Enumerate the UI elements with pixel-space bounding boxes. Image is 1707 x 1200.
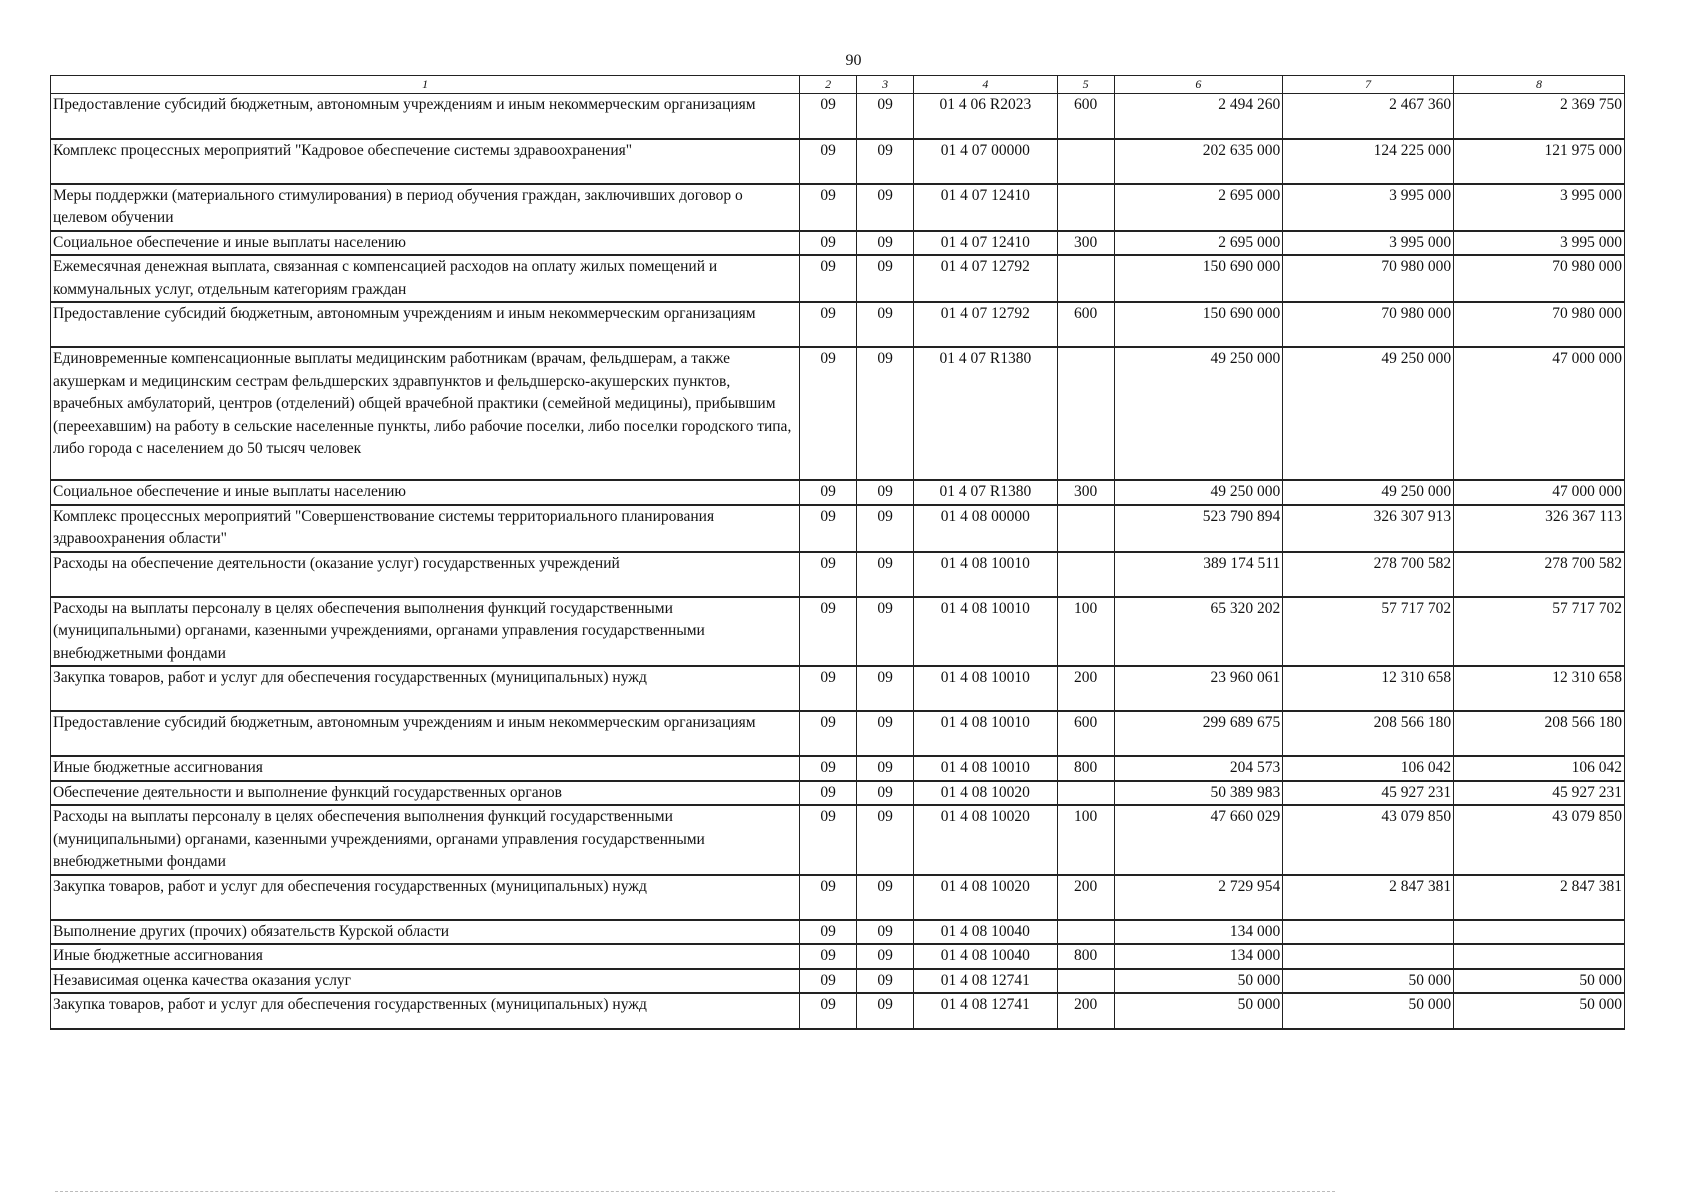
table-row (51, 480, 1625, 505)
row-expense-type (1057, 139, 1114, 184)
row-expense-type: 200 (1057, 875, 1114, 920)
table-row (51, 666, 1625, 711)
row-amount-year-3: 106 042 (1454, 756, 1625, 781)
table-row (51, 347, 1625, 480)
row-amount-year-1: 523 790 894 (1114, 505, 1283, 552)
row-amount-year-1: 299 689 675 (1114, 711, 1283, 756)
row-amount-year-1: 150 690 000 (1114, 302, 1283, 347)
row-section-code: 09 (800, 255, 857, 302)
row-subsection-code: 09 (857, 139, 914, 184)
table-row (51, 875, 1625, 920)
row-expense-type: 800 (1057, 944, 1114, 969)
row-expense-type (1057, 552, 1114, 597)
row-target-article: 01 4 08 10010 (914, 756, 1057, 781)
row-name: Комплекс процессных мероприятий "Совершенствование системы территориального планирования здравоохранения области" (51, 505, 800, 552)
row-section-code: 09 (800, 711, 857, 756)
row-name: Социальное обеспечение и иные выплаты населению (51, 480, 800, 505)
row-amount-year-2: 70 980 000 (1283, 255, 1454, 302)
row-target-article: 01 4 08 00000 (914, 505, 1057, 552)
row-amount-year-3: 47 000 000 (1454, 480, 1625, 505)
table-row (51, 993, 1625, 1029)
row-amount-year-1: 2 695 000 (1114, 231, 1283, 256)
row-name: Комплекс процессных мероприятий "Кадровое обеспечение системы здравоохранения" (51, 139, 800, 184)
row-target-article: 01 4 08 10010 (914, 666, 1057, 711)
page-number: 90 (845, 52, 862, 69)
row-amount-year-2: 50 000 (1283, 969, 1454, 994)
table-row (51, 781, 1625, 806)
row-amount-year-1: 134 000 (1114, 944, 1283, 969)
row-amount-year-2: 57 717 702 (1283, 597, 1454, 667)
row-subsection-code: 09 (857, 552, 914, 597)
row-target-article: 01 4 07 12410 (914, 184, 1057, 231)
row-expense-type (1057, 920, 1114, 945)
row-name: Обеспечение деятельности и выполнение функций государственных органов (51, 781, 800, 806)
row-name: Иные бюджетные ассигнования (51, 944, 800, 969)
row-amount-year-3: 12 310 658 (1454, 666, 1625, 711)
column-header: 5 (1057, 76, 1114, 94)
row-amount-year-2: 43 079 850 (1283, 805, 1454, 875)
row-expense-type (1057, 347, 1114, 480)
row-subsection-code: 09 (857, 993, 914, 1029)
row-expense-type: 800 (1057, 756, 1114, 781)
row-name: Ежемесячная денежная выплата, связанная с компенсацией расходов на оплату жилых помещений и коммунальных услуг, отдельным категориям граждан (51, 255, 800, 302)
row-name: Независимая оценка качества оказания услуг (51, 969, 800, 994)
row-amount-year-2: 12 310 658 (1283, 666, 1454, 711)
table-row (51, 255, 1625, 302)
row-target-article: 01 4 07 12792 (914, 255, 1057, 302)
row-amount-year-2: 326 307 913 (1283, 505, 1454, 552)
row-amount-year-1: 150 690 000 (1114, 255, 1283, 302)
row-amount-year-2: 70 980 000 (1283, 302, 1454, 347)
row-amount-year-3: 50 000 (1454, 993, 1625, 1029)
row-amount-year-2: 106 042 (1283, 756, 1454, 781)
row-name: Расходы на выплаты персоналу в целях обеспечения выполнения функций государственными (муниципальными) органами, казенными учреждениями, органами управления государственными внебюджетными фондами (51, 597, 800, 667)
table-row (51, 552, 1625, 597)
row-subsection-code: 09 (857, 480, 914, 505)
row-amount-year-2: 208 566 180 (1283, 711, 1454, 756)
row-subsection-code: 09 (857, 781, 914, 806)
row-amount-year-1: 2 494 260 (1114, 94, 1283, 139)
row-name: Предоставление субсидий бюджетным, автономным учреждениям и иным некоммерческим организациям (51, 94, 800, 139)
row-amount-year-3: 57 717 702 (1454, 597, 1625, 667)
row-target-article: 01 4 08 10020 (914, 805, 1057, 875)
row-amount-year-1: 50 389 983 (1114, 781, 1283, 806)
row-amount-year-2 (1283, 920, 1454, 945)
row-amount-year-1: 47 660 029 (1114, 805, 1283, 875)
row-amount-year-1: 2 729 954 (1114, 875, 1283, 920)
row-amount-year-3: 278 700 582 (1454, 552, 1625, 597)
table-row (51, 920, 1625, 945)
row-expense-type: 300 (1057, 231, 1114, 256)
row-section-code: 09 (800, 666, 857, 711)
column-header: 8 (1454, 76, 1625, 94)
row-subsection-code: 09 (857, 94, 914, 139)
row-target-article: 01 4 07 12410 (914, 231, 1057, 256)
row-subsection-code: 09 (857, 505, 914, 552)
row-expense-type (1057, 505, 1114, 552)
row-section-code: 09 (800, 781, 857, 806)
row-name: Социальное обеспечение и иные выплаты населению (51, 231, 800, 256)
row-amount-year-1: 204 573 (1114, 756, 1283, 781)
row-amount-year-1: 50 000 (1114, 969, 1283, 994)
row-target-article: 01 4 08 12741 (914, 993, 1057, 1029)
row-amount-year-2: 49 250 000 (1283, 480, 1454, 505)
row-amount-year-1: 389 174 511 (1114, 552, 1283, 597)
row-amount-year-3: 121 975 000 (1454, 139, 1625, 184)
row-expense-type (1057, 969, 1114, 994)
row-section-code: 09 (800, 756, 857, 781)
row-expense-type: 600 (1057, 711, 1114, 756)
table-row (51, 944, 1625, 969)
table-row (51, 969, 1625, 994)
column-number-row (51, 76, 1625, 94)
row-section-code: 09 (800, 184, 857, 231)
row-subsection-code: 09 (857, 944, 914, 969)
column-header: 7 (1283, 76, 1454, 94)
row-section-code: 09 (800, 94, 857, 139)
row-amount-year-3: 43 079 850 (1454, 805, 1625, 875)
row-amount-year-1: 65 320 202 (1114, 597, 1283, 667)
row-amount-year-3: 208 566 180 (1454, 711, 1625, 756)
row-amount-year-1: 50 000 (1114, 993, 1283, 1029)
row-target-article: 01 4 07 R1380 (914, 480, 1057, 505)
row-target-article: 01 4 08 12741 (914, 969, 1057, 994)
table-row (51, 184, 1625, 231)
row-name: Расходы на обеспечение деятельности (оказание услуг) государственных учреждений (51, 552, 800, 597)
row-amount-year-3: 50 000 (1454, 969, 1625, 994)
row-section-code: 09 (800, 480, 857, 505)
row-name: Единовременные компенсационные выплаты медицинским работникам (врачам, фельдшерам, а также акушеркам и медицинским сестрам фельдшерских здравпунктов и фельдшерско-акушерских пунктов, врачебных амбулаторий, центров (отделений) общей врачебной практики (семейной медицины), прибывшим (переехавшим) на работу в сельские населенные пункты, либо рабочие поселки, либо поселки городского типа, либо города с населением до 50 тысяч человек (51, 347, 800, 480)
row-amount-year-1: 202 635 000 (1114, 139, 1283, 184)
table-row (51, 711, 1625, 756)
row-target-article: 01 4 06 R2023 (914, 94, 1057, 139)
row-amount-year-2: 124 225 000 (1283, 139, 1454, 184)
column-header: 1 (51, 76, 800, 94)
column-header: 3 (857, 76, 914, 94)
row-section-code: 09 (800, 347, 857, 480)
row-name: Иные бюджетные ассигнования (51, 756, 800, 781)
row-section-code: 09 (800, 993, 857, 1029)
row-amount-year-3: 70 980 000 (1454, 302, 1625, 347)
row-amount-year-3: 2 847 381 (1454, 875, 1625, 920)
row-target-article: 01 4 07 00000 (914, 139, 1057, 184)
row-section-code: 09 (800, 552, 857, 597)
table-row (51, 302, 1625, 347)
row-target-article: 01 4 08 10010 (914, 711, 1057, 756)
row-expense-type: 100 (1057, 805, 1114, 875)
row-expense-type: 100 (1057, 597, 1114, 667)
row-amount-year-3: 3 995 000 (1454, 231, 1625, 256)
row-amount-year-2: 2 467 360 (1283, 94, 1454, 139)
row-amount-year-2: 49 250 000 (1283, 347, 1454, 480)
row-expense-type: 600 (1057, 94, 1114, 139)
row-amount-year-2: 278 700 582 (1283, 552, 1454, 597)
row-section-code: 09 (800, 597, 857, 667)
row-expense-type (1057, 255, 1114, 302)
row-subsection-code: 09 (857, 969, 914, 994)
row-amount-year-2: 3 995 000 (1283, 184, 1454, 231)
row-amount-year-3: 45 927 231 (1454, 781, 1625, 806)
row-subsection-code: 09 (857, 756, 914, 781)
column-header: 2 (800, 76, 857, 94)
row-subsection-code: 09 (857, 347, 914, 480)
table-row (51, 597, 1625, 667)
row-name: Закупка товаров, работ и услуг для обеспечения государственных (муниципальных) нужд (51, 875, 800, 920)
row-name: Предоставление субсидий бюджетным, автономным учреждениям и иным некоммерческим организациям (51, 711, 800, 756)
table-row (51, 139, 1625, 184)
row-target-article: 01 4 08 10020 (914, 875, 1057, 920)
row-section-code: 09 (800, 231, 857, 256)
row-name: Закупка товаров, работ и услуг для обеспечения государственных (муниципальных) нужд (51, 666, 800, 711)
row-target-article: 01 4 08 10020 (914, 781, 1057, 806)
row-target-article: 01 4 08 10040 (914, 944, 1057, 969)
row-expense-type: 300 (1057, 480, 1114, 505)
row-target-article: 01 4 08 10010 (914, 597, 1057, 667)
row-amount-year-1: 49 250 000 (1114, 347, 1283, 480)
row-expense-type: 200 (1057, 993, 1114, 1029)
budget-table (50, 75, 1625, 1030)
row-section-code: 09 (800, 969, 857, 994)
row-amount-year-3 (1454, 944, 1625, 969)
row-name: Предоставление субсидий бюджетным, автономным учреждениям и иным некоммерческим организациям (51, 302, 800, 347)
row-target-article: 01 4 08 10010 (914, 552, 1057, 597)
row-subsection-code: 09 (857, 184, 914, 231)
row-amount-year-2: 3 995 000 (1283, 231, 1454, 256)
row-target-article: 01 4 08 10040 (914, 920, 1057, 945)
row-amount-year-2: 50 000 (1283, 993, 1454, 1029)
row-expense-type: 200 (1057, 666, 1114, 711)
row-amount-year-1: 49 250 000 (1114, 480, 1283, 505)
row-name: Меры поддержки (материального стимулирования) в период обучения граждан, заключивших договор о целевом обучении (51, 184, 800, 231)
row-expense-type (1057, 184, 1114, 231)
row-subsection-code: 09 (857, 805, 914, 875)
table-row (51, 505, 1625, 552)
footer-rule (55, 1191, 1335, 1192)
row-section-code: 09 (800, 920, 857, 945)
row-subsection-code: 09 (857, 666, 914, 711)
row-amount-year-3: 70 980 000 (1454, 255, 1625, 302)
row-amount-year-1: 2 695 000 (1114, 184, 1283, 231)
row-name: Расходы на выплаты персоналу в целях обеспечения выполнения функций государственными (муниципальными) органами, казенными учреждениями, органами управления государственными внебюджетными фондами (51, 805, 800, 875)
row-section-code: 09 (800, 944, 857, 969)
row-section-code: 09 (800, 302, 857, 347)
row-target-article: 01 4 07 R1380 (914, 347, 1057, 480)
row-subsection-code: 09 (857, 920, 914, 945)
row-name: Закупка товаров, работ и услуг для обеспечения государственных (муниципальных) нужд (51, 993, 800, 1029)
row-amount-year-3: 326 367 113 (1454, 505, 1625, 552)
row-expense-type (1057, 781, 1114, 806)
table-row (51, 805, 1625, 875)
row-section-code: 09 (800, 875, 857, 920)
row-name: Выполнение других (прочих) обязательств Курской области (51, 920, 800, 945)
row-section-code: 09 (800, 505, 857, 552)
row-subsection-code: 09 (857, 875, 914, 920)
row-amount-year-2: 45 927 231 (1283, 781, 1454, 806)
row-subsection-code: 09 (857, 231, 914, 256)
table-row (51, 756, 1625, 781)
row-amount-year-3 (1454, 920, 1625, 945)
row-amount-year-1: 23 960 061 (1114, 666, 1283, 711)
table-body (51, 94, 1625, 1030)
row-amount-year-1: 134 000 (1114, 920, 1283, 945)
row-amount-year-3: 2 369 750 (1454, 94, 1625, 139)
row-subsection-code: 09 (857, 255, 914, 302)
column-header: 4 (914, 76, 1057, 94)
row-amount-year-2 (1283, 944, 1454, 969)
table-row (51, 94, 1625, 139)
row-subsection-code: 09 (857, 597, 914, 667)
column-header: 6 (1114, 76, 1283, 94)
row-subsection-code: 09 (857, 711, 914, 756)
table-row (51, 231, 1625, 256)
row-amount-year-2: 2 847 381 (1283, 875, 1454, 920)
row-target-article: 01 4 07 12792 (914, 302, 1057, 347)
row-section-code: 09 (800, 805, 857, 875)
row-amount-year-3: 47 000 000 (1454, 347, 1625, 480)
row-subsection-code: 09 (857, 302, 914, 347)
row-expense-type: 600 (1057, 302, 1114, 347)
row-amount-year-3: 3 995 000 (1454, 184, 1625, 231)
row-section-code: 09 (800, 139, 857, 184)
